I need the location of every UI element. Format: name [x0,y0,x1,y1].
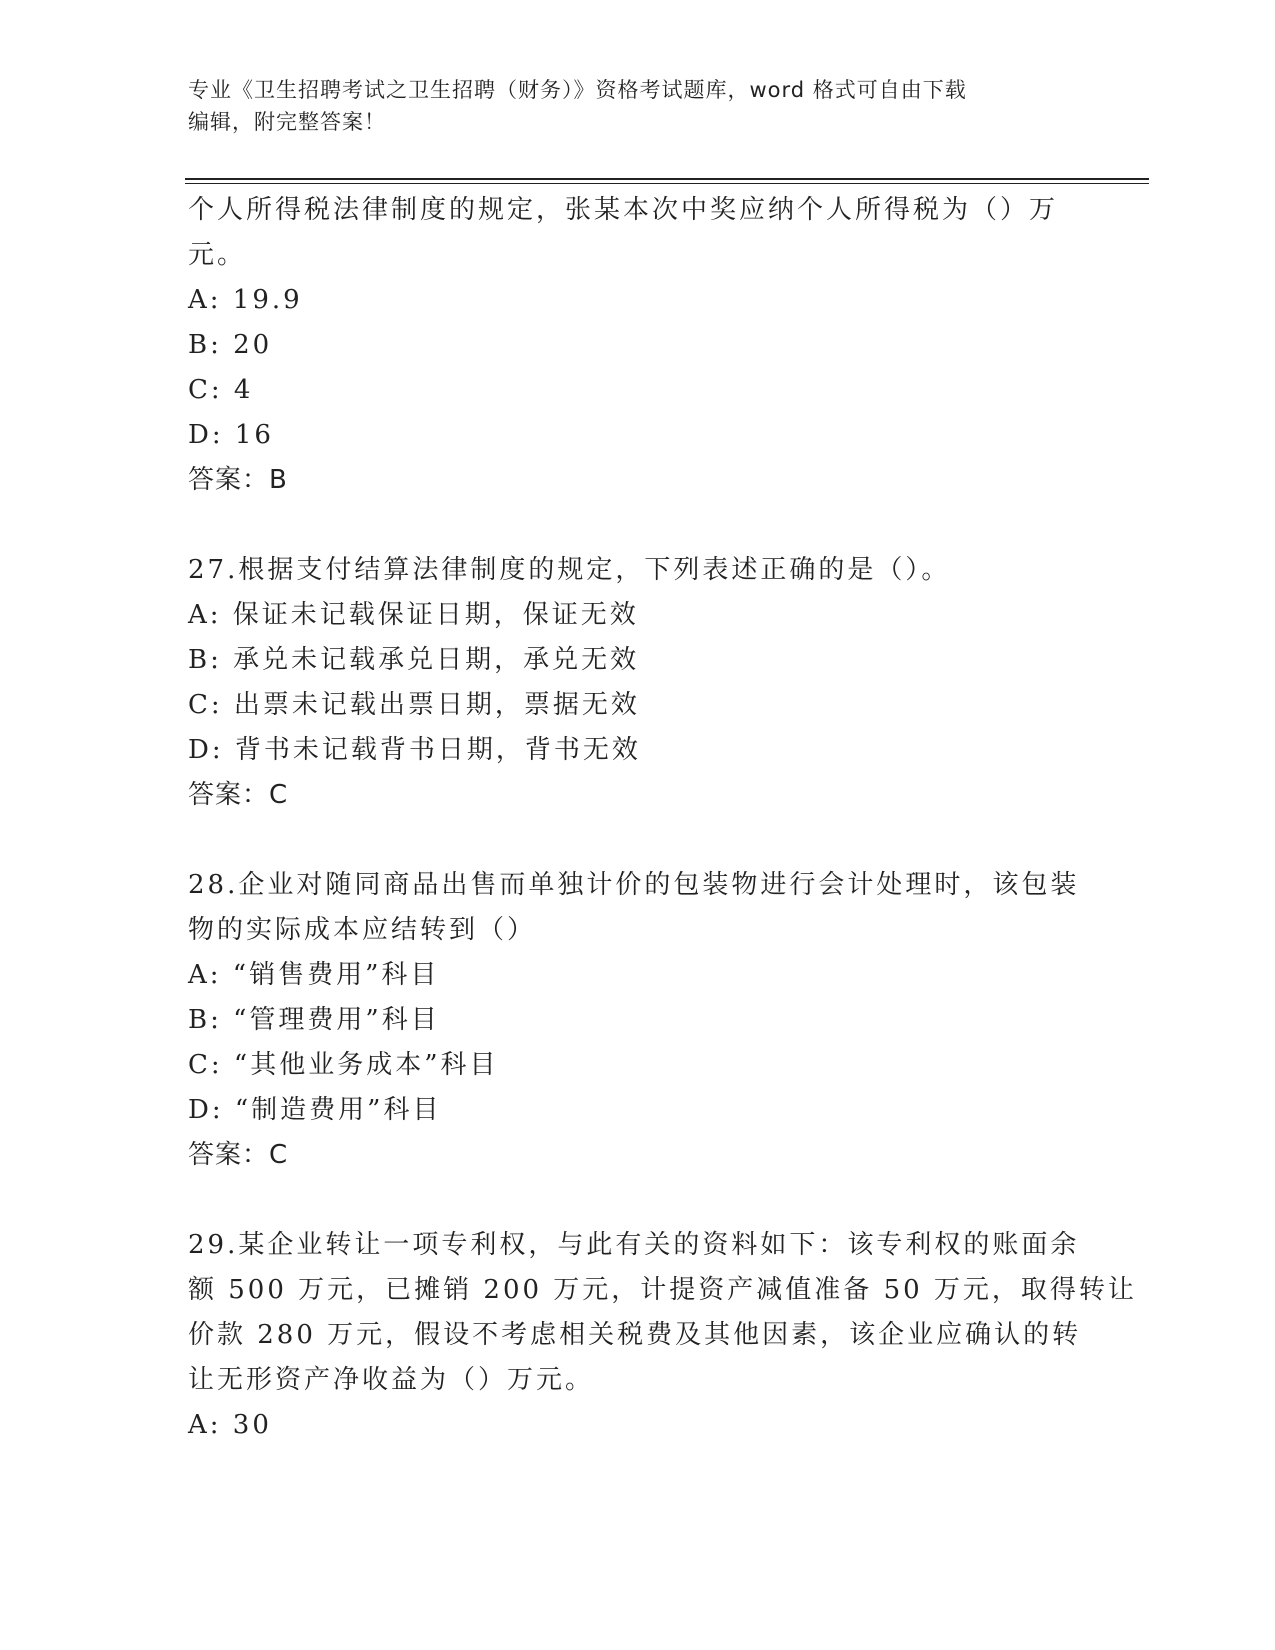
header-divider-thin [185,183,1149,184]
question-28 [188,863,1088,1178]
question-stem-line: 物的实际成本应结转到（） [188,915,537,945]
option-c: C: “其他业务成本”科目 [188,1050,499,1080]
question-stem-line: 元。 [188,240,247,270]
spacer [188,1178,1088,1223]
spacer [188,503,1088,548]
option-c: C: 出票未记载出票日期，票据无效 [188,690,640,720]
question-stem-line: 个人所得税法律制度的规定，张某本次中奖应纳个人所得税为（）万 [188,195,1059,225]
answer-line: 答案：C [188,780,289,810]
answer-line: 答案：C [188,1140,289,1170]
question-stem-line: 28.企业对随同商品出售而单独计价的包装物进行会计处理时，该包装 [188,870,1080,900]
option-a: A: 保证未记载保证日期，保证无效 [188,600,639,630]
question-list [188,188,1137,1448]
option-b: B: 20 [188,330,273,360]
header-divider-thick [185,178,1149,180]
option-d: D: 16 [188,420,274,450]
option-d: D: “制造费用”科目 [188,1095,442,1125]
option-b: B: “管理费用”科目 [188,1005,440,1035]
question-stem-line: 29.某企业转让一项专利权，与此有关的资料如下：该专利权的账面余 [188,1230,1080,1260]
question-stem-line: 价款 280 万元，假设不考虑相关税费及其他因素，该企业应确认的转 [188,1320,1082,1350]
option-a: A: 19.9 [188,285,303,315]
question-stem-line: 27.根据支付结算法律制度的规定，下列表述正确的是（）。 [188,555,951,585]
option-b: B: 承兑未记载承兑日期，承兑无效 [188,645,640,675]
option-a: A: 30 [188,1410,272,1440]
spacer [188,818,1088,863]
question-27 [188,548,1088,818]
question-stem-line: 让无形资产净收益为（）万元。 [188,1365,595,1395]
answer-line: 答案：B [188,465,288,495]
document-header [188,74,1068,138]
option-d: D: 背书未记载背书日期，背书无效 [188,735,641,765]
header-line-1: 专业《卫生招聘考试之卫生招聘（财务）》资格考试题库，word 格式可自由下载 [188,78,967,102]
question-29 [188,1223,1137,1448]
header-line-2: 编辑，附完整答案！ [188,110,386,134]
question-stem-line: 额 500 万元，已摊销 200 万元，计提资产减值准备 50 万元，取得转让 [188,1275,1137,1305]
option-c: C: 4 [188,375,254,405]
question-26 [188,188,1088,503]
option-a: A: “销售费用”科目 [188,960,440,990]
